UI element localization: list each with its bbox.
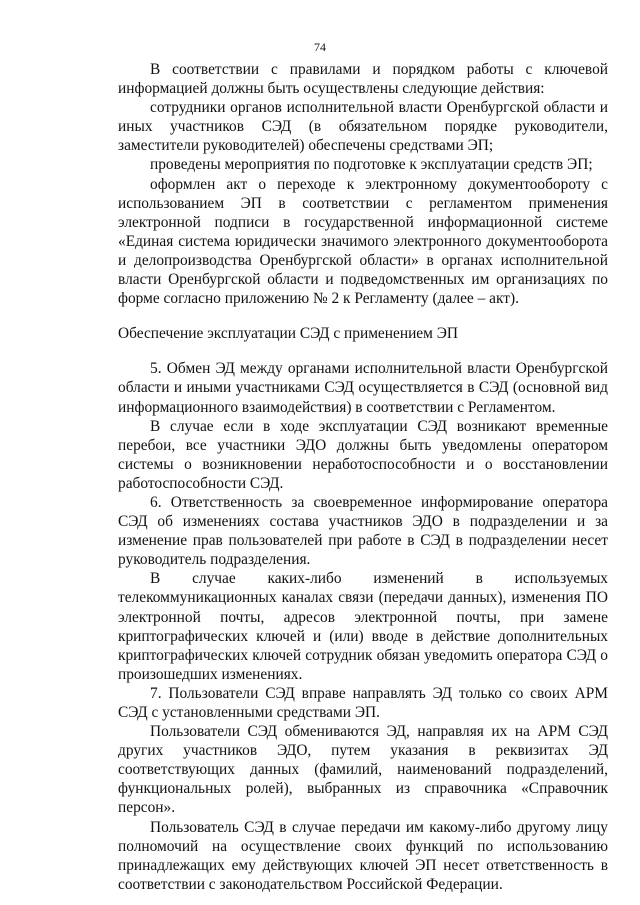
paragraph-act: оформлен акт о переходе к электронному документообороту с использованием ЭП в соответствии с регламентом применения электронной подписи в государственной информационной системе «Единая система юридически значимого электронного документооборота и делопроизводства Оренбургской области» в органах исполнительной власти Оренбургской области и подведомственных им организациях по форме согласно приложению № 2 к Регламенту (далее – акт). xyxy=(118,175,608,308)
document-body xyxy=(118,60,608,894)
section-heading: Обеспечение эксплуатации СЭД с применением ЭП xyxy=(118,325,458,343)
paragraph-item-5: 5. Обмен ЭД между органами исполнительной власти Оренбургской области и иными участниками СЭД осуществляется в СЭД (основной вид информационного взаимодействия) в соответствии с Регламентом. xyxy=(118,360,608,416)
paragraph-intro: В соответствии с правилами и порядком работы с ключевой информацией должны быть осуществлены следующие действия: xyxy=(118,61,608,98)
paragraph-outages: В случае если в ходе эксплуатации СЭД возникают временные перебои, все участники ЭДО должны быть уведомлены оператором системы о возникновении неработоспособности и о восстановлении работоспособности СЭД. xyxy=(118,417,608,492)
paragraph-exchange: Пользователи СЭД обмениваются ЭД, направляя их на АРМ СЭД других участников ЭДО, путем указания в реквизитах ЭД соответствующих данных (фамилий, наименований подразделений, функциональных ролей), выбранных из справочника «Справочник персон». xyxy=(118,723,608,817)
paragraph-preparation: проведены мероприятия по подготовке к эксплуатации средств ЭП; xyxy=(150,156,593,174)
paragraph-item-7: 7. Пользователи СЭД вправе направлять ЭД только со своих АРМ СЭД с установленными средствами ЭП. xyxy=(118,684,608,721)
paragraph-responsibility: Пользователь СЭД в случае передачи им какому-либо другому лицу полномочий на осуществление своих функций по использованию принадлежащих ему действующих ключей ЭП несет ответственность в соответствии с законодательством Российской Федерации. xyxy=(118,818,608,893)
paragraph-item-6: 6. Ответственность за своевременное информирование оператора СЭД об изменениях состава участников ЭДО в подразделении и за изменение прав пользователей при работе в СЭД в подразделении несет руководитель подразделения. xyxy=(118,493,608,569)
page-number: 74 xyxy=(314,40,326,54)
paragraph-staff-equipped: сотрудники органов исполнительной власти Оренбургской области и иных участников СЭД (в обязательном порядке руководители, заместители руководителей) обеспечены средствами ЭП; xyxy=(118,99,608,155)
paragraph-changes: В случае каких-либо изменений в используемых телекоммуникационных каналах связи (передачи данных), изменения ПО электронной почты, адресов электронной почты, при замене криптографических ключей и (или) вводе в действие дополнительных криптографических ключей сотрудник обязан уведомить оператора СЭД о произошедших изменениях. xyxy=(118,570,608,683)
